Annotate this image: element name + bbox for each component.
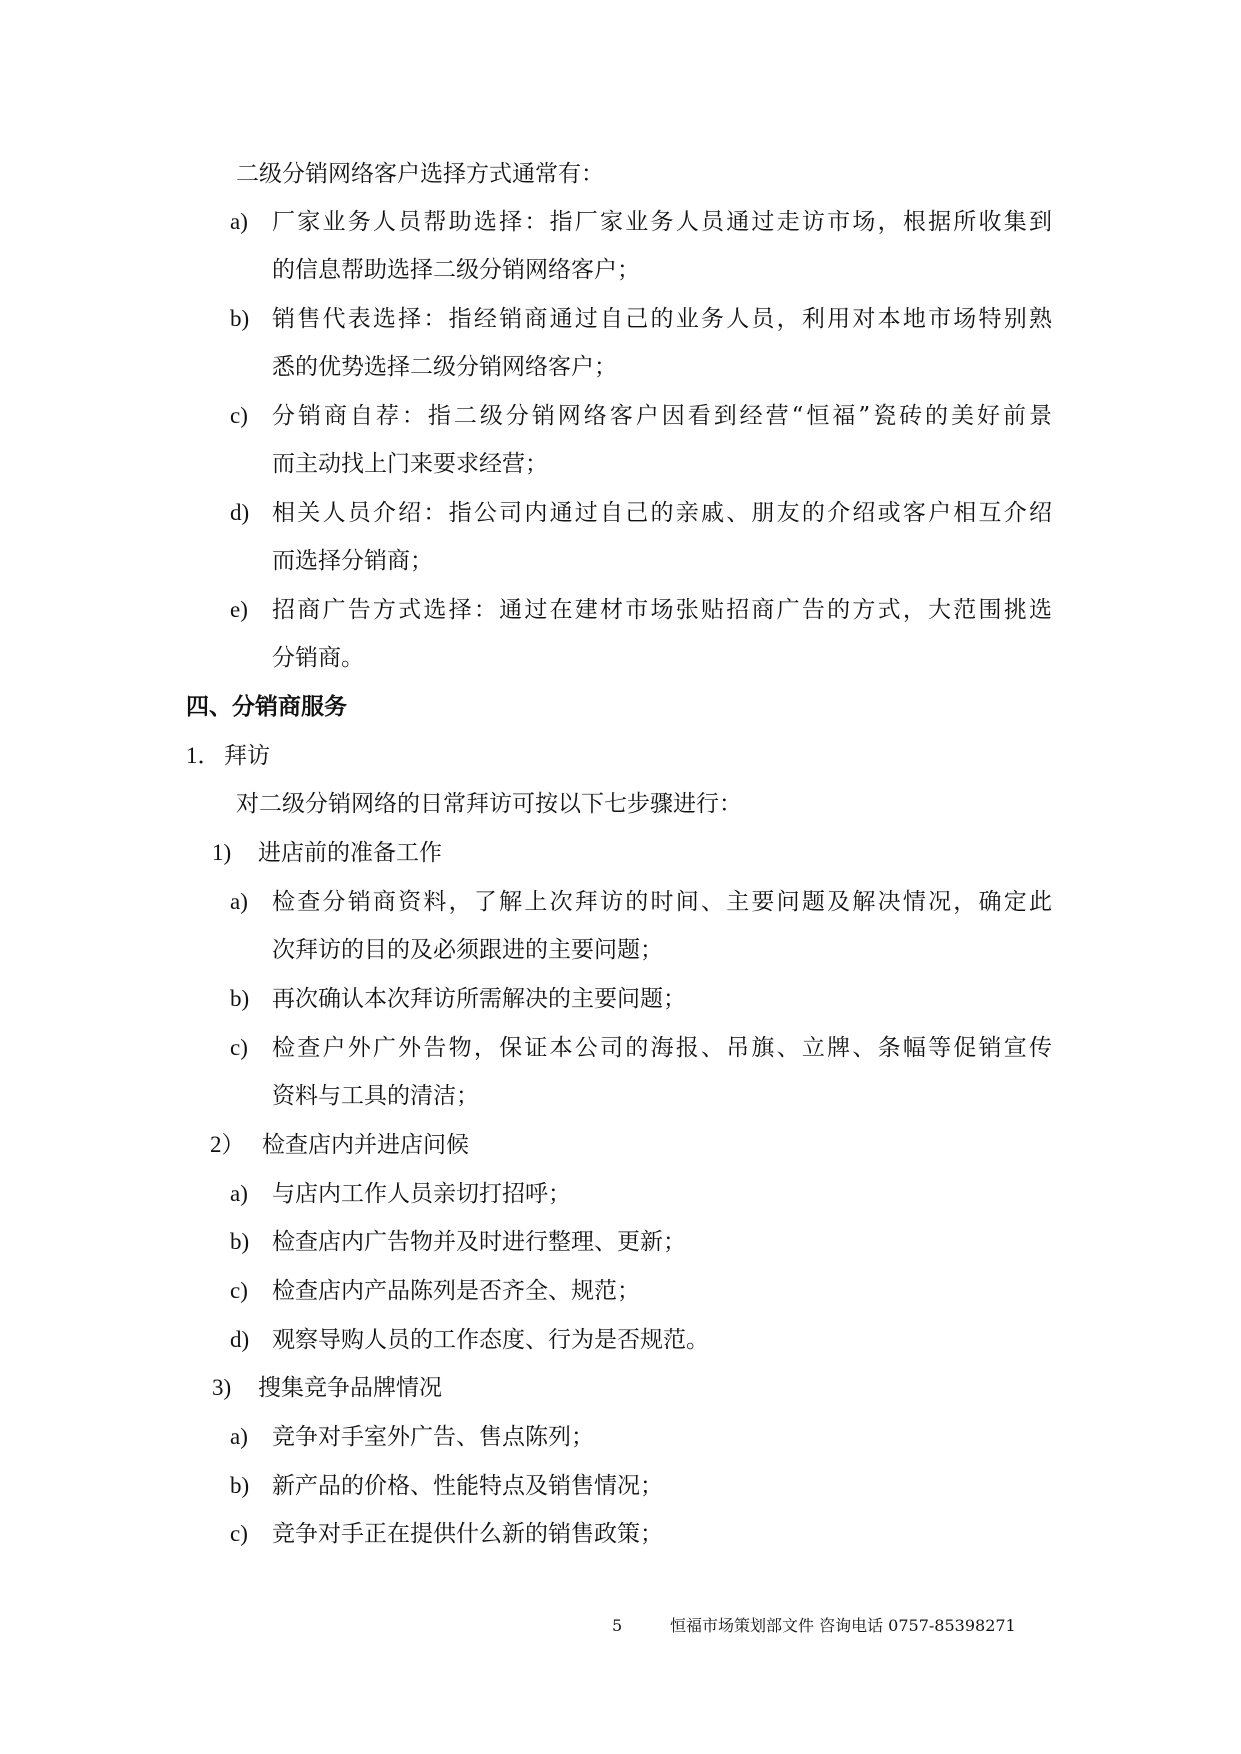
step-marker: 3) [212,1375,232,1400]
list-marker: b) [230,1473,250,1498]
list-item-line: 销售代表选择：指经销商通过自己的业务人员，利用对本地市场特别熟 [272,306,1052,332]
list-marker: b) [230,306,250,331]
visit-intro-text: 对二级分销网络的日常拜访可按以下七步骤进行： [236,791,742,817]
section-heading: 四、分销商服务 [186,694,347,720]
list-item-line: 的信息帮助选择二级分销网络客户； [272,257,640,283]
list-item-line: 资料与工具的清洁； [272,1083,479,1109]
list-item-line: 检查户外广外告物，保证本公司的海报、吊旗、立牌、条幅等促销宣传 [272,1035,1052,1061]
list-marker: a) [230,889,248,914]
list-item-line: 相关人员介绍：指公司内通过自己的亲戚、朋友的介绍或客户相互介绍 [272,500,1052,526]
list-marker: a) [230,209,248,234]
list-marker: c) [230,1521,248,1546]
page-number: 5 [612,1616,623,1635]
list-item-line: 厂家业务人员帮助选择：指厂家业务人员通过走访市场，根据所收集到 [272,209,1052,235]
list-item-line: 与店内工作人员亲切打招呼； [272,1181,571,1207]
list-item-line: 检查店内广告物并及时进行整理、更新； [272,1229,686,1255]
list-marker: c) [230,403,248,428]
list-item-line: 悉的优势选择二级分销网络客户； [272,354,617,380]
subsection-title: 拜访 [224,743,270,769]
list-marker: b) [230,986,250,1011]
subsection-marker: 1． [186,743,221,768]
list-marker: c) [230,1278,248,1303]
list-item-line: 检查分销商资料，了解上次拜访的时间、主要问题及解决情况，确定此 [272,889,1052,915]
list-item-line: 而选择分销商； [272,548,433,574]
list-item-line: 分销商。 [272,645,364,671]
step-marker: 2） [210,1132,245,1157]
step-title: 检查店内并进店问候 [262,1132,469,1158]
step-title: 搜集竞争品牌情况 [258,1375,442,1401]
list-item-line: 分销商自荐：指二级分销网络客户因看到经营“恒福”瓷砖的美好前景 [272,403,1052,429]
list-item-line: 新产品的价格、性能特点及销售情况； [272,1473,663,1499]
list-marker: b) [230,1229,250,1254]
intro-text: 二级分销网络客户选择方式通常有： [236,161,604,187]
list-item-line: 观察导购人员的工作态度、行为是否规范。 [272,1327,709,1353]
list-marker: d) [230,1327,250,1352]
list-marker: c) [230,1035,248,1060]
step-title: 进店前的准备工作 [258,840,442,866]
list-item-line: 竞争对手正在提供什么新的销售政策； [272,1521,663,1547]
list-item-line: 检查店内产品陈列是否齐全、规范； [272,1278,640,1304]
list-marker: d) [230,500,250,525]
list-item-line: 而主动找上门来要求经营； [272,451,548,477]
list-marker: a) [230,1424,248,1449]
footer-text: 恒福市场策划部文件 咨询电话 0757-85398271 [670,1616,1016,1635]
list-item-line: 竞争对手室外广告、售点陈列； [272,1424,594,1450]
list-item-line: 次拜访的目的及必须跟进的主要问题； [272,937,663,963]
list-marker: a) [230,1181,248,1206]
list-marker: e) [230,597,248,622]
list-item-line: 再次确认本次拜访所需解决的主要问题； [272,986,686,1012]
step-marker: 1) [212,840,232,865]
list-item-line: 招商广告方式选择：通过在建材市场张贴招商广告的方式，大范围挑选 [272,597,1052,623]
